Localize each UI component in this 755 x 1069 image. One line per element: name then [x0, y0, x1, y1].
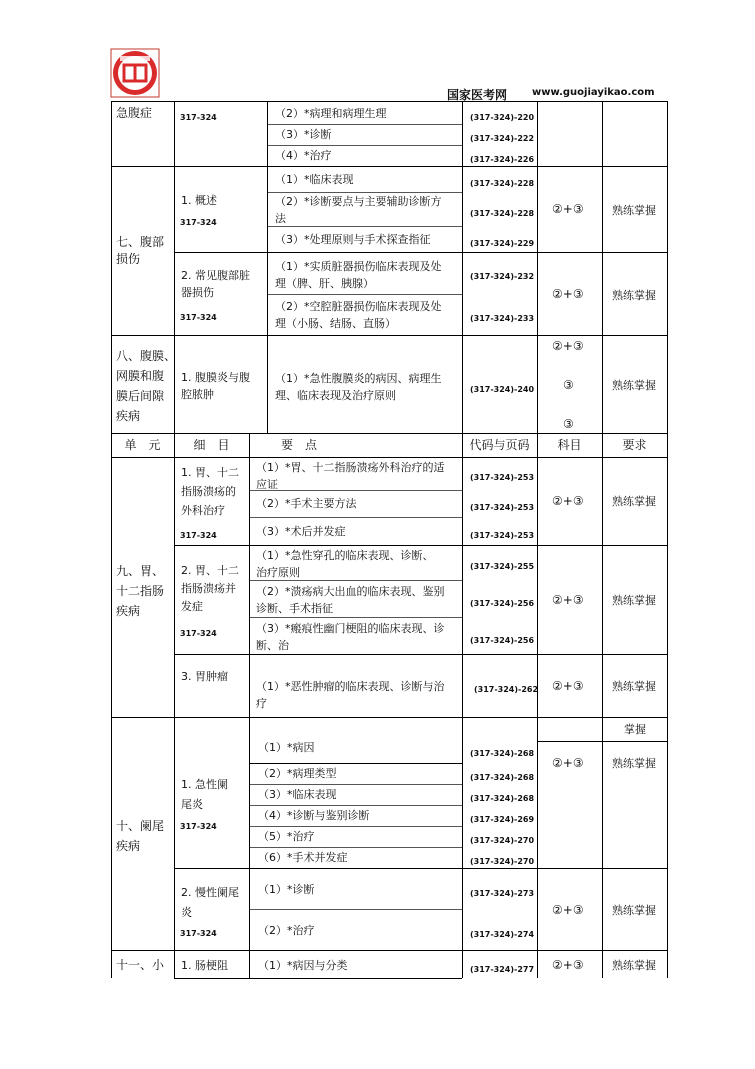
point-text: （3）*瘢痕性幽门梗阻的临床表现、诊 断、治	[256, 622, 445, 652]
subject: ②+③	[552, 287, 584, 301]
point-text: （1）*病因	[258, 741, 315, 754]
point-text: （2）*病理类型	[258, 767, 337, 780]
code-page: (317-324)-256	[470, 599, 535, 608]
item-peritonitis: 1. 腹膜炎与腹 腔脓肿	[181, 371, 250, 401]
code-page: (317-324)-273	[470, 889, 535, 898]
point-text: （1）*恶性肿瘤的临床表现、诊断与治 疗	[256, 680, 445, 710]
item-code-range: 317-324	[180, 313, 217, 322]
subject: ②+③	[552, 756, 584, 770]
point-text: （1）*病因与分类	[258, 959, 348, 972]
header-point: 要 点	[280, 438, 317, 452]
header-subject: 科目	[557, 438, 582, 452]
unit-abdominal-injury: 七、腹部 损伤	[116, 235, 165, 266]
subject: ②+③	[552, 679, 584, 693]
code-page: (317-324)-268	[470, 794, 535, 803]
point-text: （3）*术后并发症	[256, 525, 346, 538]
item-acute-appendicitis: 1. 急性阑 尾炎	[181, 778, 228, 811]
subject: ②+③	[552, 339, 584, 353]
subject: ②+③	[552, 202, 584, 216]
subject: ②+③	[552, 593, 584, 607]
item-overview: 1. 概述	[181, 194, 217, 207]
item-code-range: 317-324	[180, 218, 217, 227]
point-text: （1）*临床表现	[275, 173, 354, 186]
site-url[interactable]: www.guojiayikao.com	[532, 87, 655, 98]
requirement: 熟练掌握	[612, 289, 656, 302]
code-page: (317-324)-228	[470, 179, 535, 188]
unit-acute-abdomen: 急腹症	[116, 106, 153, 120]
site-name: 国家医考网	[447, 88, 508, 102]
point-text: （1）*胃、十二指肠溃疡外科治疗的适 应证	[256, 461, 445, 491]
requirement: 熟练掌握	[612, 594, 656, 607]
point-text: （2）*病理和病理生理	[275, 107, 387, 120]
item-stomach-tumor: 3. 胃肿瘤	[181, 670, 228, 683]
point-text: （4）*治疗	[275, 149, 332, 162]
unit-peritoneum: 八、腹膜、 网膜和腹 膜后间隙 疾病	[116, 349, 177, 423]
code-page: (317-324)-220	[470, 113, 535, 122]
point-text: （3）*诊断	[275, 128, 332, 141]
point-text: （2）*诊断要点与主要辅助诊断方 法	[275, 195, 442, 225]
item-ulcer-surgery: 1. 胃、十二 指肠溃疡的 外科治疗	[181, 466, 239, 517]
code-page: (317-324)-256	[470, 636, 535, 645]
header-requirement: 要求	[622, 438, 647, 452]
item-ulcer-complications: 2. 胃、十二 指肠溃疡并 发症	[181, 564, 239, 613]
requirement: 熟练掌握	[612, 904, 656, 917]
point-text: （1）*实质脏器损伤临床表现及处 理（脾、肝、胰腺）	[275, 260, 442, 290]
unit-appendix: 十、阑尾 疾病	[116, 819, 165, 853]
point-text: （2）*治疗	[258, 924, 315, 937]
code-page: (317-324)-222	[470, 134, 535, 143]
item-code-range: 317-324	[180, 113, 217, 122]
code-page: (317-324)-274	[470, 930, 535, 939]
code-page: (317-324)-255	[470, 562, 535, 571]
requirement: 熟练掌握	[612, 204, 656, 217]
point-text: （2）*溃疡病大出血的临床表现、鉴别 诊断、手术指征	[256, 585, 445, 615]
code-page: (317-324)-268	[470, 773, 535, 782]
item-code-range: 317-324	[180, 822, 217, 831]
point-text: （1）*急性腹膜炎的病因、病理生 理、临床表现及治疗原则	[275, 372, 442, 402]
point-text: （6）*手术并发症	[258, 851, 348, 864]
point-text: （1）*急性穿孔的临床表现、诊断、 治疗原则	[256, 549, 434, 579]
requirement: 熟练掌握	[612, 379, 656, 392]
item-code-range: 317-324	[180, 531, 217, 540]
point-text: （2）*空腔脏器损伤临床表现及处 理（小肠、结肠、直肠）	[275, 300, 442, 330]
code-page: (317-324)-268	[470, 749, 535, 758]
unit-stomach-duodenum: 九、胃、 十二指肠 疾病	[116, 564, 165, 618]
item-chronic-appendicitis: 2. 慢性阑尾 炎	[181, 886, 239, 919]
code-page: (317-324)-253	[470, 473, 535, 482]
point-text: （1）*诊断	[258, 883, 315, 896]
code-page: (317-324)-253	[470, 531, 535, 540]
code-page: (317-324)-270	[470, 857, 535, 866]
point-text: （5）*治疗	[258, 830, 315, 843]
code-page: (317-324)-269	[470, 815, 535, 824]
subject: ②+③	[552, 903, 584, 917]
header-code: 代码与页码	[469, 438, 530, 452]
code-page: (317-324)-240	[470, 385, 535, 394]
code-page: (317-324)-270	[470, 836, 535, 845]
requirement: 熟练掌握	[612, 495, 656, 508]
point-text: （2）*手术主要方法	[256, 497, 357, 510]
requirement: 掌握	[624, 723, 646, 736]
subject: ③	[563, 378, 574, 392]
point-text: （3）*临床表现	[258, 788, 337, 801]
subject: ②+③	[552, 958, 584, 972]
item-common-organ-injury: 2. 常见腹部脏 器损伤	[181, 269, 250, 299]
code-page: (317-324)-226	[470, 155, 535, 164]
medical-exam-logo	[110, 48, 160, 98]
item-intestinal-obstruction: 1. 肠梗阻	[181, 959, 228, 972]
unit-small-intestine: 十一、小	[116, 958, 165, 972]
point-text: （4）*诊断与鉴别诊断	[258, 809, 370, 822]
header-unit: 单 元	[124, 438, 161, 452]
code-page: (317-324)-253	[470, 503, 535, 512]
code-page: (317-324)-233	[470, 314, 535, 323]
requirement: 熟练掌握	[612, 959, 656, 972]
requirement: 熟练掌握	[612, 757, 656, 770]
code-page: (317-324)-277	[470, 965, 535, 974]
item-code-range: 317-324	[180, 929, 217, 938]
code-page: (317-324)-262	[474, 685, 539, 694]
subject: ③	[563, 417, 574, 431]
code-page: (317-324)-229	[470, 239, 535, 248]
code-page: (317-324)-232	[470, 272, 535, 281]
item-code-range: 317-324	[180, 629, 217, 638]
header-item: 细 目	[193, 438, 230, 452]
subject: ②+③	[552, 494, 584, 508]
code-page: (317-324)-228	[470, 209, 535, 218]
requirement: 熟练掌握	[612, 680, 656, 693]
point-text: （3）*处理原则与手术探查指征	[275, 233, 431, 246]
